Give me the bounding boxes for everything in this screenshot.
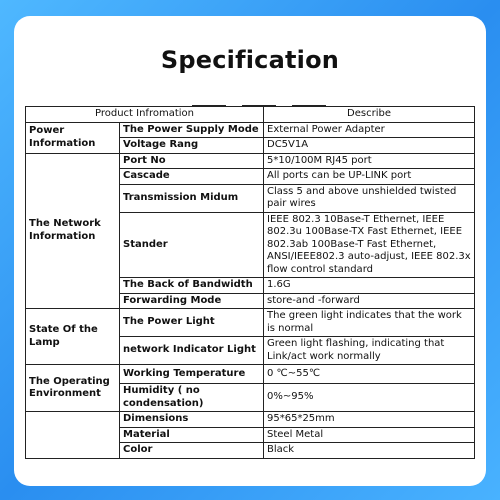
row-value: 1.6G — [264, 278, 475, 294]
spec-table — [25, 106, 475, 459]
row-value: All ports can be UP-LINK port — [264, 169, 475, 185]
row-value: 0 ℃~55℃ — [264, 365, 475, 384]
row-label: Cascade — [120, 169, 264, 185]
row-value: Steel Metal — [264, 427, 475, 443]
row-label: Dimensions — [120, 412, 264, 428]
row-label: Humidity ( no condensation) — [120, 384, 264, 412]
row-value: External Power Adapter — [264, 122, 475, 138]
table-row — [26, 412, 475, 428]
row-label: The Back of Bandwidth — [120, 278, 264, 294]
row-value: DC5V1A — [264, 138, 475, 154]
table-row — [26, 309, 475, 337]
row-label: Forwarding Mode — [120, 293, 264, 309]
row-label: Material — [120, 427, 264, 443]
row-label: The Power Light — [120, 309, 264, 337]
table-row — [26, 365, 475, 384]
row-value: 95*65*25mm — [264, 412, 475, 428]
row-label: Stander — [120, 212, 264, 278]
group-label: The Network Information — [26, 153, 120, 309]
row-label: Voltage Rang — [120, 138, 264, 154]
row-label: The Power Supply Mode — [120, 122, 264, 138]
row-label: Transmission Midum — [120, 184, 264, 212]
row-value: store-and -forward — [264, 293, 475, 309]
row-value: Green light flashing, indicating that Link/act work normally — [264, 337, 475, 365]
row-value: Black — [264, 443, 475, 459]
table-row — [26, 153, 475, 169]
table-row — [26, 122, 475, 138]
header-product-info: Product Infromation — [26, 107, 264, 123]
row-value: IEEE 802.3 10Base-T Ethernet, IEEE 802.3u 100Base-TX Fast Ethernet, IEEE 802.3ab 100Base-T Fast Ethernet, ANSI/IEEE802.3 auto-adjust, IEEE 802.3x flow control standard — [264, 212, 475, 278]
group-label: Power Information — [26, 122, 120, 153]
row-value: Class 5 and above unshielded twisted pair wires — [264, 184, 475, 212]
group-label — [26, 412, 120, 459]
row-label: network Indicator Light — [120, 337, 264, 365]
row-label: Port No — [120, 153, 264, 169]
group-label: The Operating Environment — [26, 365, 120, 412]
header-describe: Describe — [264, 107, 475, 123]
table-header-row — [26, 107, 475, 123]
row-value: 5*10/100M RJ45 port — [264, 153, 475, 169]
row-value: 0%~95% — [264, 384, 475, 412]
group-label: State Of the Lamp — [26, 309, 120, 365]
row-label: Color — [120, 443, 264, 459]
row-value: The green light indicates that the work is normal — [264, 309, 475, 337]
page-title: Specification — [160, 46, 340, 74]
row-label: Working Temperature — [120, 365, 264, 384]
